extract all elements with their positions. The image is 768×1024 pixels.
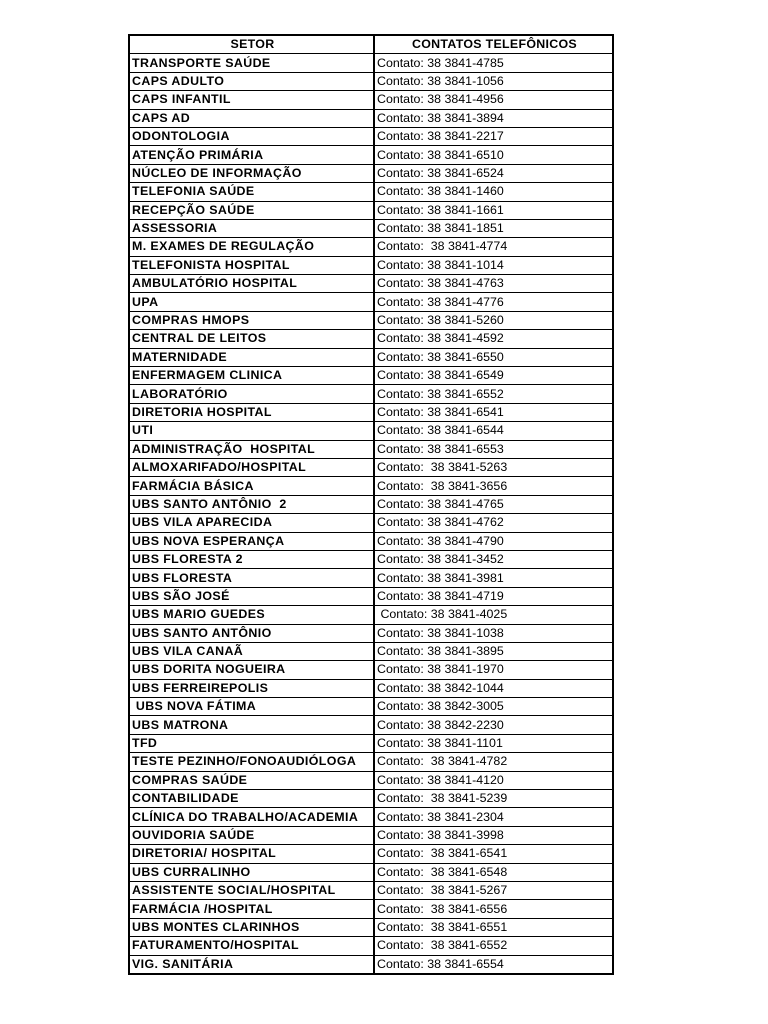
contato-cell: Contato: 38 3841-4765 (374, 495, 613, 513)
contato-cell: Contato: 38 3841-1970 (374, 661, 613, 679)
setor-cell: NÚCLEO DE INFORMAÇÃO (129, 164, 374, 182)
contato-cell: Contato: 38 3841-6553 (374, 440, 613, 458)
setor-cell: UBS MONTES CLARINHOS (129, 918, 374, 936)
contato-cell: Contato: 38 3841-6541 (374, 403, 613, 421)
setor-cell: COMPRAS SAÚDE (129, 771, 374, 789)
contato-cell: Contato: 38 3841-4790 (374, 532, 613, 550)
setor-cell: CAPS AD (129, 109, 374, 127)
table-row (129, 440, 613, 458)
table-row (129, 275, 613, 293)
table-row (129, 845, 613, 863)
column-header-setor: SETOR (129, 35, 374, 54)
contato-cell: Contato: 38 3841-6554 (374, 955, 613, 974)
column-header-contatos: CONTATOS TELEFÔNICOS (374, 35, 613, 54)
setor-cell: TESTE PEZINHO/FONOAUDIÓLOGA (129, 753, 374, 771)
table-row (129, 72, 613, 90)
contato-cell: Contato: 38 3841-3895 (374, 642, 613, 660)
setor-cell: UBS NOVA ESPERANÇA (129, 532, 374, 550)
contato-cell: Contato: 38 3841-6552 (374, 937, 613, 955)
table-row (129, 458, 613, 476)
table-row (129, 679, 613, 697)
contato-cell: Contato: 38 3841-4120 (374, 771, 613, 789)
table-row (129, 532, 613, 550)
setor-cell: VIG. SANITÁRIA (129, 955, 374, 974)
table-row (129, 146, 613, 164)
setor-cell: UBS FLORESTA (129, 569, 374, 587)
table-row (129, 293, 613, 311)
table-row (129, 477, 613, 495)
table-row (129, 385, 613, 403)
contato-cell: Contato: 38 3841-5263 (374, 458, 613, 476)
table-row (129, 900, 613, 918)
table-row (129, 771, 613, 789)
setor-cell: AMBULATÓRIO HOSPITAL (129, 275, 374, 293)
table-row (129, 808, 613, 826)
table-row (129, 256, 613, 274)
table-row (129, 109, 613, 127)
contato-cell: Contato: 38 3841-3656 (374, 477, 613, 495)
setor-cell: ASSESSORIA (129, 219, 374, 237)
table-row (129, 550, 613, 568)
setor-cell: DIRETORIA HOSPITAL (129, 403, 374, 421)
contato-cell: Contato: 38 3841-1101 (374, 734, 613, 752)
setor-cell: UBS VILA APARECIDA (129, 514, 374, 532)
setor-cell: UBS MARIO GUEDES (129, 606, 374, 624)
setor-cell: ASSISTENTE SOCIAL/HOSPITAL (129, 881, 374, 899)
contato-cell: Contato: 38 3841-4762 (374, 514, 613, 532)
contato-cell: Contato: 38 3841-4592 (374, 330, 613, 348)
contato-cell: Contato: 38 3841-6552 (374, 385, 613, 403)
setor-cell: CLÍNICA DO TRABALHO/ACADEMIA (129, 808, 374, 826)
table-row (129, 716, 613, 734)
table-row (129, 734, 613, 752)
contato-cell: Contato: 38 3841-1038 (374, 624, 613, 642)
contato-cell: Contato: 38 3841-1661 (374, 201, 613, 219)
contato-cell: Contato: 38 3841-1460 (374, 183, 613, 201)
setor-cell: UTI (129, 422, 374, 440)
contato-cell: Contato: 38 3841-4956 (374, 91, 613, 109)
setor-cell: UBS DORITA NOGUEIRA (129, 661, 374, 679)
contato-cell: Contato: 38 3842-3005 (374, 698, 613, 716)
setor-cell: OUVIDORIA SAÚDE (129, 826, 374, 844)
table-row (129, 201, 613, 219)
contato-cell: Contato: 38 3841-6544 (374, 422, 613, 440)
contato-cell: Contato: 38 3841-4025 (374, 606, 613, 624)
table-row (129, 367, 613, 385)
contato-cell: Contato: 38 3841-4719 (374, 587, 613, 605)
table-body (129, 54, 613, 974)
setor-cell: UBS VILA CANAÃ (129, 642, 374, 660)
table-row (129, 91, 613, 109)
contato-cell: Contato: 38 3841-1014 (374, 256, 613, 274)
setor-cell: UBS MATRONA (129, 716, 374, 734)
table-row (129, 54, 613, 72)
setor-cell: UBS FLORESTA 2 (129, 550, 374, 568)
contato-cell: Contato: 38 3841-4776 (374, 293, 613, 311)
table-row (129, 826, 613, 844)
contato-cell: Contato: 38 3841-3894 (374, 109, 613, 127)
setor-cell: ODONTOLOGIA (129, 127, 374, 145)
contato-cell: Contato: 38 3841-3452 (374, 550, 613, 568)
table-row (129, 164, 613, 182)
setor-cell: UPA (129, 293, 374, 311)
table-row (129, 698, 613, 716)
table-row (129, 219, 613, 237)
setor-cell: UBS SANTO ANTÔNIO (129, 624, 374, 642)
table-row (129, 348, 613, 366)
table-row (129, 606, 613, 624)
table-row (129, 183, 613, 201)
setor-cell: RECEPÇÃO SAÚDE (129, 201, 374, 219)
contato-cell: Contato: 38 3841-4774 (374, 238, 613, 256)
contato-cell: Contato: 38 3841-1056 (374, 72, 613, 90)
table-row (129, 881, 613, 899)
table-row (129, 403, 613, 421)
setor-cell: CAPS INFANTIL (129, 91, 374, 109)
setor-cell: TELEFONIA SAÚDE (129, 183, 374, 201)
contacts-sheet (128, 34, 612, 975)
setor-cell: UBS SÃO JOSÉ (129, 587, 374, 605)
table-row (129, 918, 613, 936)
setor-cell: TRANSPORTE SAÚDE (129, 54, 374, 72)
contato-cell: Contato: 38 3841-3981 (374, 569, 613, 587)
contato-cell: Contato: 38 3841-6541 (374, 845, 613, 863)
contato-cell: Contato: 38 3841-6548 (374, 863, 613, 881)
table-row (129, 955, 613, 974)
setor-cell: MATERNIDADE (129, 348, 374, 366)
table-row (129, 422, 613, 440)
contato-cell: Contato: 38 3841-6549 (374, 367, 613, 385)
setor-cell: CAPS ADULTO (129, 72, 374, 90)
contato-cell: Contato: 38 3841-6550 (374, 348, 613, 366)
contato-cell: Contato: 38 3841-4763 (374, 275, 613, 293)
setor-cell: ATENÇÃO PRIMÁRIA (129, 146, 374, 164)
setor-cell: M. EXAMES DE REGULAÇÃO (129, 238, 374, 256)
setor-cell: UBS SANTO ANTÔNIO 2 (129, 495, 374, 513)
contato-cell: Contato: 38 3841-3998 (374, 826, 613, 844)
table-row (129, 863, 613, 881)
table-row (129, 514, 613, 532)
contato-cell: Contato: 38 3841-2217 (374, 127, 613, 145)
contato-cell: Contato: 38 3841-5260 (374, 311, 613, 329)
setor-cell: CENTRAL DE LEITOS (129, 330, 374, 348)
contato-cell: Contato: 38 3842-2230 (374, 716, 613, 734)
setor-cell: ALMOXARIFADO/HOSPITAL (129, 458, 374, 476)
contacts-table (128, 34, 614, 975)
setor-cell: FARMÁCIA /HOSPITAL (129, 900, 374, 918)
setor-cell: CONTABILIDADE (129, 790, 374, 808)
setor-cell: DIRETORIA/ HOSPITAL (129, 845, 374, 863)
table-row (129, 587, 613, 605)
setor-cell: COMPRAS HMOPS (129, 311, 374, 329)
contato-cell: Contato: 38 3841-5239 (374, 790, 613, 808)
contato-cell: Contato: 38 3841-6524 (374, 164, 613, 182)
contato-cell: Contato: 38 3841-6551 (374, 918, 613, 936)
setor-cell: LABORATÓRIO (129, 385, 374, 403)
table-header-row (129, 35, 613, 54)
table-row (129, 937, 613, 955)
setor-cell: FATURAMENTO/HOSPITAL (129, 937, 374, 955)
table-row (129, 569, 613, 587)
table-row (129, 790, 613, 808)
setor-cell: ENFERMAGEM CLINICA (129, 367, 374, 385)
table-row (129, 127, 613, 145)
contato-cell: Contato: 38 3841-2304 (374, 808, 613, 826)
table-row (129, 642, 613, 660)
table-row (129, 753, 613, 771)
table-row (129, 495, 613, 513)
setor-cell: UBS FERREIREPOLIS (129, 679, 374, 697)
setor-cell: TFD (129, 734, 374, 752)
setor-cell: FARMÁCIA BÁSICA (129, 477, 374, 495)
contato-cell: Contato: 38 3841-5267 (374, 881, 613, 899)
table-row (129, 330, 613, 348)
setor-cell: TELEFONISTA HOSPITAL (129, 256, 374, 274)
table-row (129, 624, 613, 642)
contato-cell: Contato: 38 3841-6510 (374, 146, 613, 164)
table-row (129, 661, 613, 679)
contato-cell: Contato: 38 3841-4782 (374, 753, 613, 771)
setor-cell: ADMINISTRAÇÃO HOSPITAL (129, 440, 374, 458)
contato-cell: Contato: 38 3842-1044 (374, 679, 613, 697)
contato-cell: Contato: 38 3841-1851 (374, 219, 613, 237)
setor-cell: UBS CURRALINHO (129, 863, 374, 881)
table-row (129, 311, 613, 329)
contato-cell: Contato: 38 3841-6556 (374, 900, 613, 918)
table-row (129, 238, 613, 256)
contato-cell: Contato: 38 3841-4785 (374, 54, 613, 72)
setor-cell: UBS NOVA FÁTIMA (129, 698, 374, 716)
